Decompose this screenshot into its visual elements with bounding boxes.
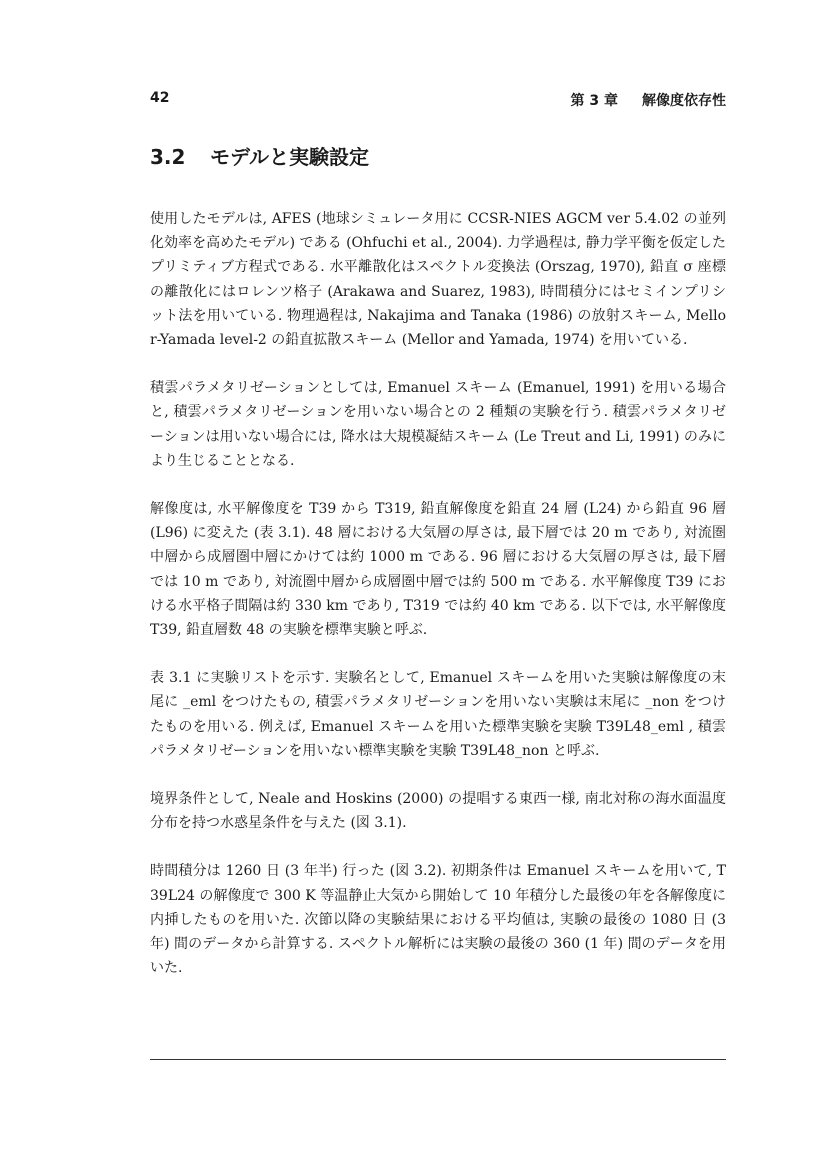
paragraph-boundary-conditions: 境界条件として, Neale and Hoskins (2000) の提唱する東西一様, 南北対称の海水面温度分布を持つ水惑星条件を与えた (図 3.1). [150,791,726,832]
paragraph-time-integration: 時間積分は 1260 日 (3 年半) 行った (図 3.2). 初期条件は Emanuel スキームを用いて, T39L24 の解像度で 300 K 等温静止大気から開始して 10 年積分した最後の年を各解像度に内挿したものを用いた. 次節以降の実験結果における平均値は, 実験の最後の 1080 日 (3 年) 間のデータから計算する. スペクトル解析には実験の最後の 360 (1 年) 間のデータを用いた. [150,863,726,977]
body-text [150,207,726,1004]
section-heading [150,143,726,171]
page-number: 42 [150,90,170,106]
paragraph-resolution: 解像度は, 水平解像度を T39 から T319, 鉛直解像度を鉛直 24 層 (L24) から鉛直 96 層 (L96) に変えた (表 3.1). 48 層における大気層の厚さは, 最下層では 20 m であり, 対流圏中層から成層圏中層にかけては約 1000 m である. 96 層における大気層の厚さは, 最下層では 10 m であり, 対流圏中層から成層圏中層では約 500 m である. 水平解像度 T39 における水平格子間隔は約 330 km であり, T319 では約 40 km である. 以下では, 水平解像度 T39, 鉛直層数 48 の実験を標準実験と呼ぶ. [150,501,726,639]
section-title: モデルと実験設定 [210,145,369,169]
paragraph-cumulus-scheme: 積雲パラメタリゼーションとしては, Emanuel スキーム (Emanuel, 1991) を用いる場合と, 積雲パラメタリゼーションを用いない場合との 2 種類の実験を行う. 積雲パラメタリゼーションは用いない場合には, 降水は大規模凝結スキーム (Le Treut and Li, 1991) のみにより生じることとなる. [150,380,726,469]
paragraph-model: 使用したモデルは, AFES (地球シミュレータ用に CCSR-NIES AGCM ver 5.4.02 の並列化効率を高めたモデル) である (Ohfuchi et al., 2004). 力学過程は, 静力学平衡を仮定したプリミティブ方程式である. 水平離散化はスペクトル変換法 (Orszag, 1970), 鉛直 σ 座標の離散化にはロレンツ格子 (Arakawa and Suarez, 1983), 時間積分にはセミインプリシット法を用いている. 物理過程は, Nakajima and Tanaka (1986) の放射スキーム, Mellor-Yamada level-2 の鉛直拡散スキーム (Mellor and Yamada, 1974) を用いている. [150,211,726,349]
footer-rule [150,1059,726,1060]
chapter-label [571,90,727,110]
section-number: 3.2 [150,145,186,169]
running-head [150,90,726,110]
paragraph-experiment-list: 表 3.1 に実験リストを示す. 実験名として, Emanuel スキームを用いた実験は解像度の末尾に _eml をつけたもの, 積雲パラメタリゼーションを用いない実験は末尾に _non をつけたものを用いる. 例えば, Emanuel スキームを用いた標準実験を実験 T39L48_eml , 積雲パラメタリゼーションを用いない標準実験を実験 T39L48_non と呼ぶ. [150,670,726,759]
chapter-number: 第 3 章 [570,93,618,109]
chapter-title: 解像度依存性 [642,93,726,109]
